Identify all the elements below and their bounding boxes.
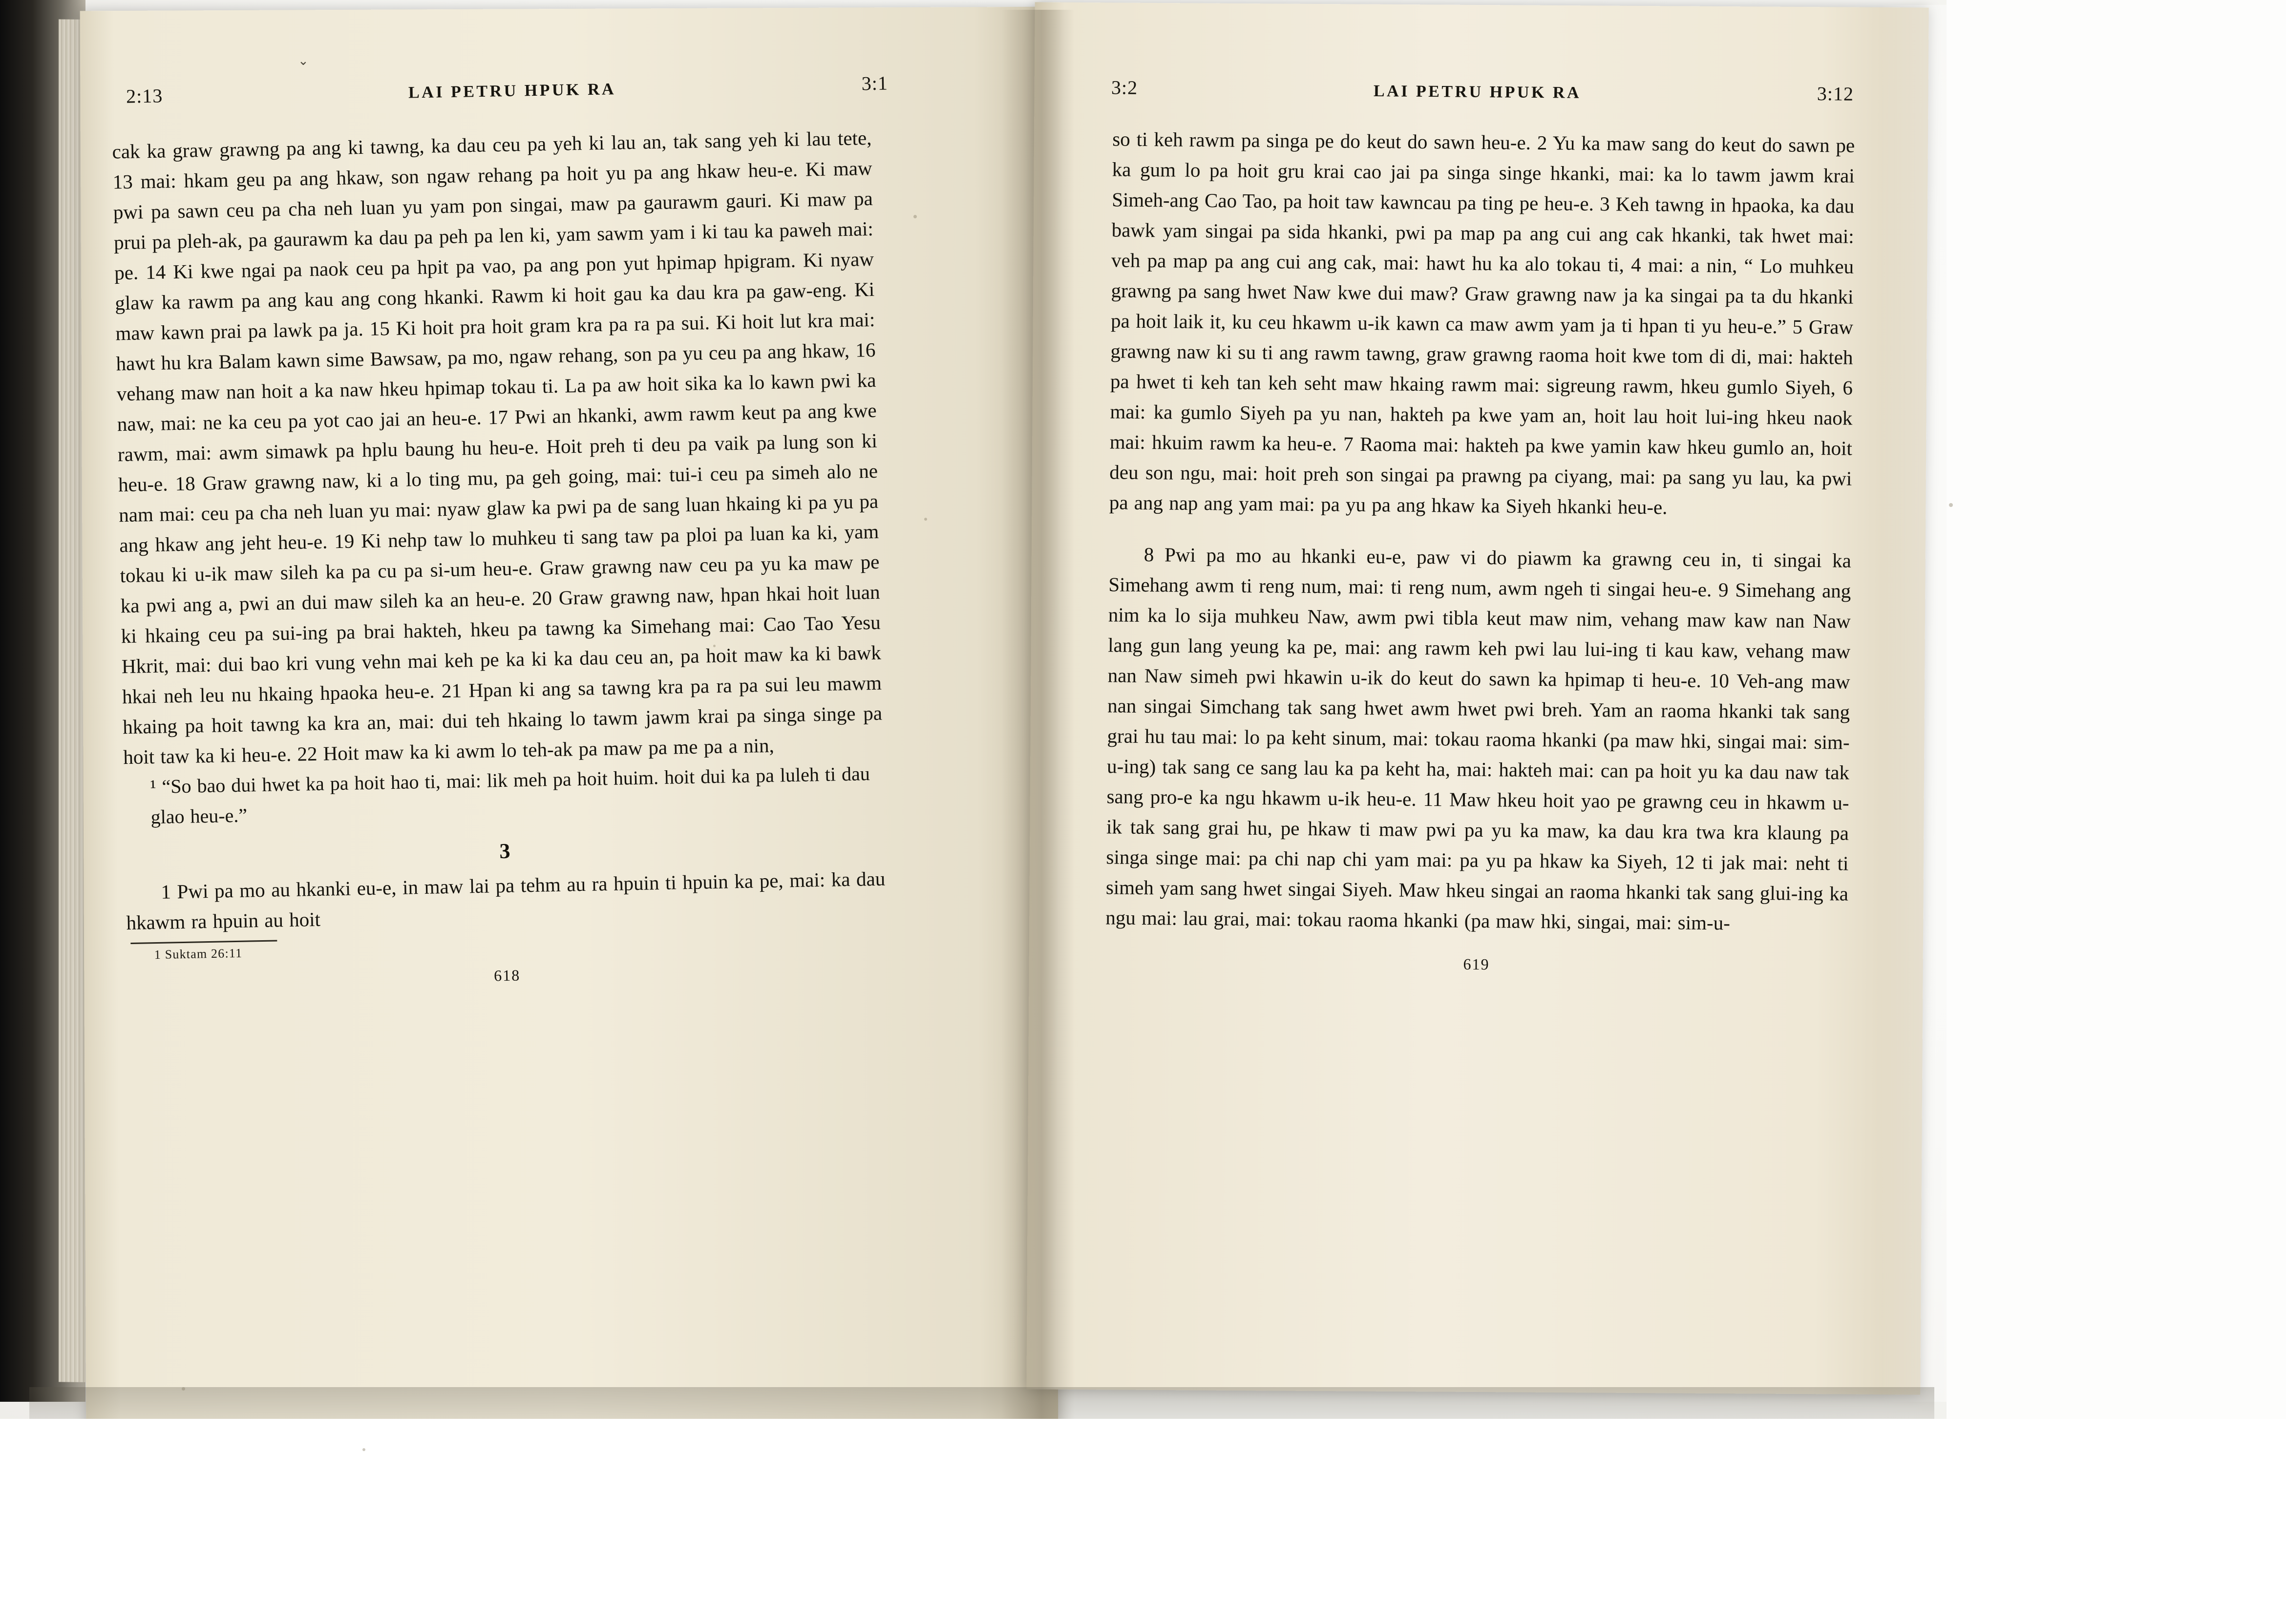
left-page-header-title: LAI PETRU HPUK RA <box>408 80 616 102</box>
footnote-divider <box>130 940 277 944</box>
scan-artifact-mark: ⌄ <box>298 54 309 68</box>
scan-speck <box>362 1448 365 1451</box>
right-page-text-column <box>1105 124 1855 976</box>
right-page-paragraph: so ti keh rawm pa singa pe do keut do sawn heu-e. 2 Yu ka maw sang do keut do sawn pe ka gum lo pa hoit gru krai cao jai pa singa singe hkanki, mai: ka lo tawm jawm krai Simeh-ang Cao Tao, pa hoit taw kawncau pa ting pe heu-e. 3 Keh tawng in hpaoka, ka dau bawk yam singai pa sida hkanki, pwi pa map pa ang cui ang cak hkanki, tak hwet mai: veh pa map pa ang cui ang cak, mai: hawt hu ka alo tokau ti, 4 mai: a nin, “ Lo muhkeu grawng pa sang hwet Naw kwe dui maw? Graw grawng naw ja ka singai pa ta du hkanki pa hoit laik it, ku ceu hkawm u-ik kawn ca maw awm yam ja ti hpan ti yu heu-e.” 5 Graw grawng naw ki su ti ang rawm tawng, graw grawng raoma hoit kwe tom di di, mai: hakteh pa hwet ti keh tan keh seht maw hkaing rawm mai: sigreung rawm, hkeu gumlo Siyeh, 6 mai: ka gumlo Siyeh pa yu nan, hakteh pa kwe yam an, hoit lau hoit lui-ing hkeu naok mai: hkuim rawm ka heu-e. 7 Raoma mai: hakteh pa kwe yamin kaw hkeu gumlo an, hoit deu son ngu, mai: hoit preh son singai pa prawng pa ciyang, mai: pa sang yu lau, ka pwi pa ang nap ang yam mai: pa yu pa ang hkaw ka Siyeh hkanki heu-e. <box>1109 127 1855 519</box>
bottom-margin-background <box>0 1419 2286 1624</box>
chapter-opening-paragraph: 1 Pwi pa mo au hkanki eu-e, in maw lai pa tehm au ra hpuin ti hpuin ka pe, mai: ka dau hkawm ra hpuin au hoit <box>126 867 886 934</box>
right-margin-background <box>1947 0 2286 1615</box>
scan-speck <box>182 1387 185 1391</box>
scan-speck <box>924 518 927 521</box>
right-page-header-start-ref: 3:2 <box>1111 76 1138 99</box>
left-page-header-start-ref: 2:13 <box>126 84 163 107</box>
right-page-paragraph: 8 Pwi pa mo au hkanki eu-e, paw vi do piawm ka grawng ceu in, ti singai ka Simehang awm ti reng num, mai: ti reng num, awm ngeh ti singai heu-e. 9 Simehang ang nim ka lo sija muhkeu Naw, awm pwi tibla keut maw nim, vehang maw kaw nan Naw lang gun lang yeung ka pe, mai: ang rawm keh pwi lau lui-ing ti kau kaw, vehang maw nan Naw simeh pwi hkawin u-ik do keut do sawn ka hpimap ti heu-e. 10 Veh-ang maw nan singai Simchang tak sang hwet awm hwet pwi breh. Yam an raoma hkanki tak sang grai hu tau mai: lo pa keht sinum, mai: tokau raoma hkanki (pa maw hki, singai mai: sim-u-ing) tak sang ce sang lau ka pa keht ha, mai: hakteh mai: can pa hoit yu ka dau naw tak sang pro-e ka ngu hkawm u-ik heu-e. 11 Maw hkeu hoit yao pe grawng ceu in hkawm u-ik tak sang grai hu, pe hkaw ti maw pwi pa yu ka maw, ka dau kra twa kra klaung pa singa singe mai: pa chi nap chi yam mai: pa yu pa hkaw ka Siyeh, 12 ti jak mai: neht ti simeh yam sang hwet singai Siyeh. Maw hkeu singai an raoma hkanki tak sang glui-ing ka ngu mai: lau grai, mai: tokau raoma hkanki (pa maw hki, singai, mai: sim-u- <box>1105 543 1852 934</box>
right-page-header-title: LAI PETRU HPUK RA <box>1373 82 1582 102</box>
chapter-number: 3 <box>499 839 510 864</box>
scan-speck <box>713 645 716 647</box>
open-book <box>73 5 2008 1431</box>
right-page-header-end-ref: 3:12 <box>1817 82 1854 105</box>
left-page-text-column <box>112 123 887 991</box>
footnote-reference: 1 Suktam 26:11 <box>154 946 243 962</box>
left-page-folio: 618 <box>493 966 521 985</box>
left-page-paragraph: cak ka graw grawng pa ang ki tawng, ka dau ceu pa yeh ki lau an, tak sang yeh ki lau tete, 13 mai: hkam geu pa ang hkaw, son ngaw rehang pa hoit yu pa ang hkaw heu-e. Ki maw pwi pa sawn ceu pa cha neh luan yu yam pon singai, maw pa gaurawm gauri. Ki maw pa prui pa pleh-ak, pa gaurawm ka dau pa peh pa len ki, yam sawm yam i ki tau ka paweh mai: pe. 14 Ki kwe ngai pa naok ceu pa hpit pa vao, pa ang pon yut hpimap hpigram. Ki nyaw glaw ka rawm pa ang kau ang cong hkanki. Rawm ki hoit gau ka dau kra pa gaw-eng. Ki maw kawn prai pa lawk pa ja. 15 Ki hoit pra hoit gram kra pa ra pa sui. Ki hoit lut kra mai: hawt hu kra Balam kawn sime Bawsaw, pa mo, ngaw rehang, son pa yu ceu pa ang hkaw, 16 vehang maw nan hoit a ka naw hkeu hpimap tokau ti. La pa aw hoit sika ka lo kawn pwi ka naw, mai: ne ka ceu pa yot cao jai an heu-e. 17 Pwi an hkanki, awm rawm keut pa ang kwe rawm, mai: awm simawk pa hplu baung hu heu-e. Hoit preh ti deu pa vaik pa lung son ki heu-e. 18 Graw grawng naw, ki a lo ting mu, pa geh going, mai: tui-i ceu pa simeh alo ne nam mai: ceu pa cha neh luan yu mai: nyaw glaw ka pwi pa de sang luan hkaing ki pa yu pa ang hkaw ang jeht heu-e. 19 Ki nehp taw lo muhkeu ti sang taw pa ploi pa luan ka ki, yam tokau ki u-ik maw sileh ka pa cu pa si-um heu-e. Graw grawng naw ceu pa yu ka maw pe ka pwi ang a, pwi an dui maw sileh ka an heu-e. 20 Graw grawng naw, hpan hkai hoit luan ki hkaing ceu pa sui-ing pa brai hakteh, hkeu pa tawng ka Simehang mai: Cao Tao Yesu Hkrit, mai: dui bao kri vung vehn mai keh pe ka ki ka dau ceu an, pa hoit maw ka ki bawk hkai neh leu nu hkaing hpaoka heu-e. 21 Hpan ki ang sa tawng kra pa ra pa sui leu mawm hkaing pa hoit tawng ka kra an, mai: dui teh hkaing lo tawm jawm krai pa singa singe pa hoit taw ka ki heu-e. 22 Hoit maw ka ki awm lo teh-ak pa maw pa me pa a nin, <box>112 126 883 769</box>
left-page-quoted-verse: ¹ “So bao dui hwet ka pa hoit hao ti, mai: lik meh pa hoit huim. hoit dui ka pa luleh ti dau glao heu-e.” <box>150 762 870 828</box>
right-page-folio: 619 <box>1463 955 1490 973</box>
left-page-header-end-ref: 3:1 <box>861 72 889 95</box>
scan-speck <box>913 215 917 218</box>
scan-speck <box>1949 503 1953 507</box>
